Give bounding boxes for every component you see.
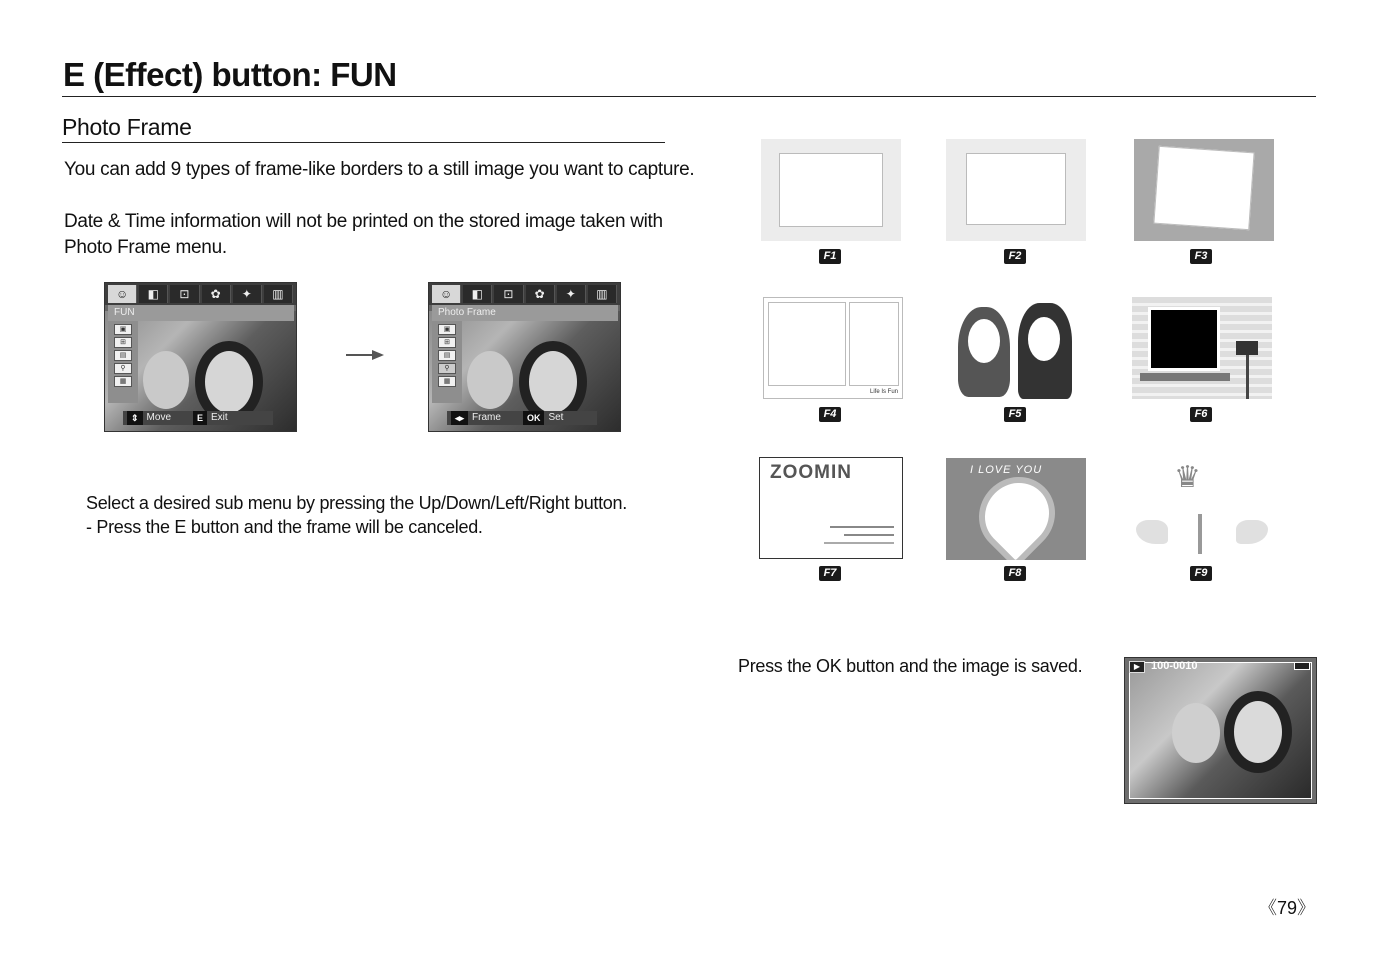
instruction-text-2: - Press the E button and the frame will be canceled. — [86, 517, 483, 537]
person-face-right — [529, 351, 577, 413]
composite-shot-icon[interactable]: ▤ — [438, 350, 456, 361]
up-down-key-icon: ⇕ — [127, 411, 143, 425]
frame-thumbnail-f6[interactable] — [1132, 297, 1272, 399]
palette-icon[interactable]: ✿ — [202, 285, 231, 303]
color-icon[interactable]: ◧ — [463, 285, 492, 303]
fun-icon[interactable]: ☺ — [108, 285, 137, 303]
frame-thumbnail-f3[interactable] — [1134, 139, 1274, 241]
cartoon-icon[interactable]: ▣ — [438, 324, 456, 335]
cartoon-icon[interactable]: ▣ — [114, 324, 132, 335]
arrow-right-icon — [372, 350, 384, 360]
file-number: 100-0010 — [1151, 660, 1198, 672]
set-label: Set — [548, 412, 564, 423]
saved-photo — [1129, 662, 1312, 799]
play-icon: ▶ — [1129, 661, 1145, 673]
intro-text-2b: Photo Frame menu. — [64, 237, 227, 258]
button-guide-bar — [123, 411, 273, 425]
frame-thumbnail-f4[interactable] — [763, 297, 903, 399]
effect-icon-bar — [429, 283, 620, 305]
sparkle-icon[interactable]: ✦ — [233, 285, 262, 303]
move-label: Move — [146, 412, 171, 423]
frame-label-f1: F1 — [819, 249, 841, 264]
menu-label: Photo Frame — [432, 305, 618, 321]
title-divider — [62, 96, 1316, 97]
page-number: 《79》 — [1258, 898, 1315, 918]
frame-label-f9: F9 — [1190, 566, 1212, 581]
photo-frame-icon[interactable]: ⚲ — [114, 363, 132, 374]
f4-caption: Life Is Fun — [869, 389, 898, 395]
composite-shot-icon[interactable]: ▤ — [114, 350, 132, 361]
instruction-text-1: Select a desired sub menu by pressing the Up/Down/Left/Right button. — [86, 493, 627, 513]
composite-icon[interactable]: ▥ — [588, 285, 617, 303]
frame-label-f7: F7 — [819, 566, 841, 581]
highlight-icon[interactable]: ⊡ — [170, 285, 199, 303]
saved-image-preview — [1124, 657, 1317, 804]
zoomin-logo: ZOOMIN — [770, 462, 852, 483]
person-face-right — [1234, 701, 1282, 763]
frame-label-f4: F4 — [819, 407, 841, 422]
frame-label-f2: F2 — [1004, 249, 1026, 264]
camera-screen-fun — [104, 282, 297, 432]
effect-icon-bar — [105, 283, 296, 305]
frame-thumbnail-f5[interactable] — [946, 297, 1086, 399]
intro-text-1: You can add 9 types of frame-like borders to a still image you want to capture. — [64, 159, 695, 180]
battery-icon — [1294, 662, 1310, 670]
composite-icon[interactable]: ▥ — [264, 285, 293, 303]
camera-screen-photo-frame — [428, 282, 621, 432]
save-instruction: Press the OK button and the image is saved. — [738, 656, 1083, 676]
submenu-column — [108, 321, 138, 403]
fun-icon[interactable]: ☺ — [432, 285, 461, 303]
sparkle-icon[interactable]: ✦ — [557, 285, 586, 303]
ok-key-icon: OK — [523, 411, 545, 425]
button-guide-bar — [447, 411, 597, 425]
frame-label-f6: F6 — [1190, 407, 1212, 422]
focus-frame-icon[interactable]: ⊞ — [114, 337, 132, 348]
e-key-icon: E — [193, 411, 207, 425]
photo-frame-icon[interactable]: ⚲ — [438, 363, 456, 374]
sticker-icon[interactable]: ▦ — [114, 376, 132, 387]
i-love-you-text: I LOVE YOU — [970, 464, 1043, 476]
menu-label: FUN — [108, 305, 294, 321]
sticker-icon[interactable]: ▦ — [438, 376, 456, 387]
frame-thumbnail-f2[interactable] — [946, 139, 1086, 241]
frame-label-f8: F8 — [1004, 566, 1026, 581]
frame-label: Frame — [472, 412, 501, 423]
section-divider — [62, 142, 665, 143]
left-right-key-icon: ◂▸ — [451, 411, 468, 425]
frame-thumbnail-f9[interactable] — [1132, 458, 1272, 560]
palette-icon[interactable]: ✿ — [526, 285, 555, 303]
focus-frame-icon[interactable]: ⊞ — [438, 337, 456, 348]
frame-label-f5: F5 — [1004, 407, 1026, 422]
crown-icon: ♛ — [1174, 461, 1201, 494]
person-face-right — [205, 351, 253, 413]
frame-thumbnail-f8[interactable] — [946, 458, 1086, 560]
frame-thumbnail-f1[interactable] — [761, 139, 901, 241]
color-icon[interactable]: ◧ — [139, 285, 168, 303]
person-face-left — [1172, 703, 1220, 763]
page-title: E (Effect) button: FUN — [63, 56, 397, 93]
frame-label-f3: F3 — [1190, 249, 1212, 264]
exit-label: Exit — [211, 412, 228, 423]
highlight-icon[interactable]: ⊡ — [494, 285, 523, 303]
arrow-line — [346, 354, 374, 356]
submenu-column — [432, 321, 462, 403]
section-title: Photo Frame — [62, 114, 192, 140]
person-face-left — [467, 351, 513, 409]
frame-thumbnail-f7[interactable] — [759, 457, 903, 559]
intro-text-2a: Date & Time information will not be printed on the stored image taken with — [64, 211, 663, 232]
person-face-left — [143, 351, 189, 409]
